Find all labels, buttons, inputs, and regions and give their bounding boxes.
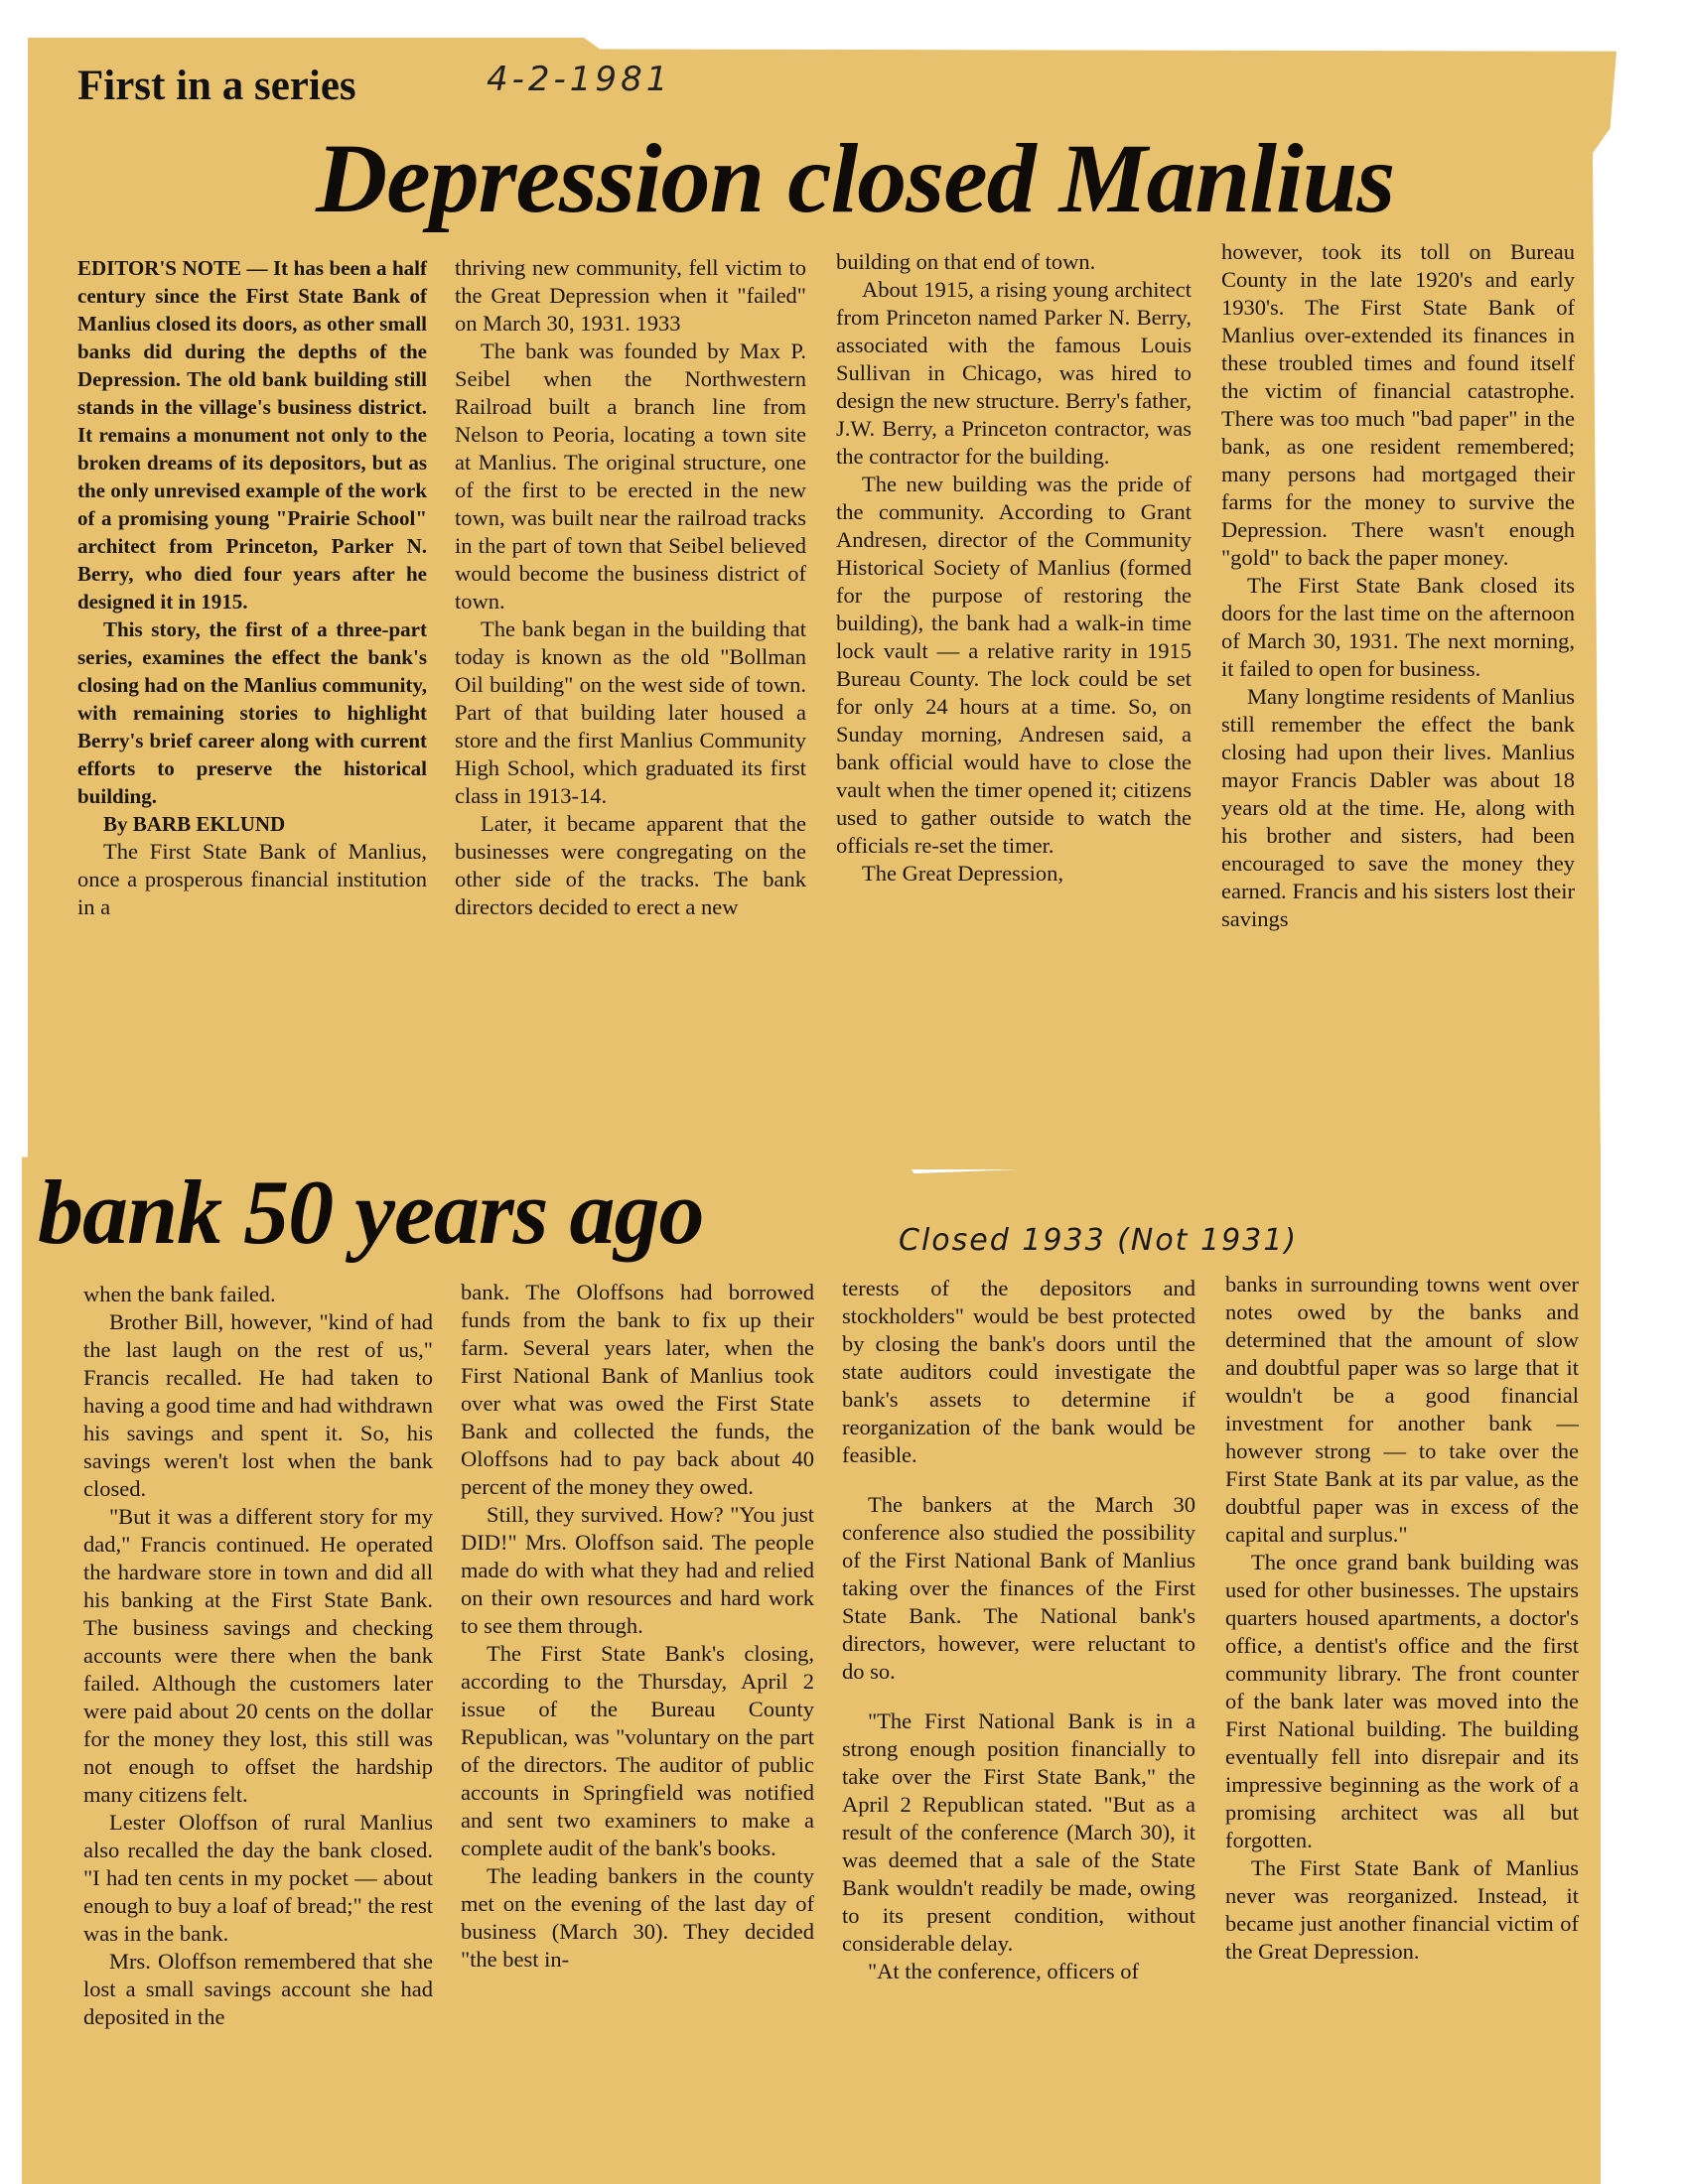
- paragraph: Later, it became apparent that the businesses were congregating on the other side of the tracks. The bank directors decided to erect a new: [455, 811, 806, 919]
- column-8: [1225, 1271, 1579, 1966]
- paragraph: The once grand bank building was used for other businesses. The upstairs quarters housed apartments, a doctor's office, a dentist's office and the first community library. The front counter of the bank later was moved into the First National building. The building eventually fell into disrepair and its impressive beginning as the work of a promising architect was all but forgotten.: [1225, 1550, 1579, 1852]
- paragraph: The new building was the pride of the community. According to Grant Andresen, director of the Community Historical Society of Manlius (formed for the purpose of restoring the building), the bank had a walk-in time lock vault — a relative rarity in 1915 Bureau County. The lock could be set for only 24 hours at a time. So, on Sunday morning, Andresen said, a bank official would have to close the vault when the timer opened it; citizens used to gather outside to watch the officials re-set the timer.: [836, 472, 1192, 858]
- paragraph: Lester Oloffson of rural Manlius also recalled the day the bank closed. "I had ten cents in my pocket — about enough to buy a loaf of bread;" the rest was in the bank.: [83, 1810, 433, 1946]
- paragraph: "At the conference, officers of: [868, 1959, 1140, 1983]
- paragraph: "The First National Bank is in a strong enough position financially to take over the First State Bank," the April 2 Republican stated. "But as a result of the conference (March 30), it was deemed that a sale of the State Bank wouldn't readily be made, owing to its present condition, without considerable delay.: [842, 1708, 1195, 1956]
- column-5: [83, 1281, 433, 2031]
- column-7: [842, 1275, 1195, 1985]
- paragraph: Still, they survived. How? "You just DID!" Mrs. Oloffson said. The people made do with what they had and relied on their own resources and hard work to see them through.: [461, 1502, 814, 1638]
- column-1: [77, 254, 427, 921]
- paragraph: "But it was a different story for my dad," Francis continued. He operated the hardware store in town and did all his banking at the First State Bank. The business savings and checking accounts were there when the bank failed. Although the customers later were paid about 20 cents on the dollar for the money they lost, this still was not enough to offset the hardship many citizens felt.: [83, 1504, 433, 1807]
- paragraph: The bank began in the building that today is known as the old "Bollman Oil building" on the west side of town. Part of that building later housed a store and the first Manlius Community High School, which graduated its first class in 1913-14.: [455, 616, 806, 808]
- paragraph: banks in surrounding towns went over notes owed by the banks and determined that the amount of slow and doubtful paper was so large that it wouldn't be a good financial investment for another bank — however strong — to take over the First State Bank at its par value, as the doubtful paper was in excess of the capital and surplus.": [1225, 1272, 1579, 1547]
- paragraph: building on that end of town.: [836, 249, 1096, 274]
- paragraph: The First State Bank closed its doors for the last time on the afternoon of March 30, 1931. The next morning, it failed to open for business.: [1221, 573, 1575, 681]
- column-4: [1221, 238, 1575, 933]
- paragraph: The First State Bank of Manlius never was reorganized. Instead, it became just another financial victim of the Great Depression.: [1225, 1855, 1579, 1964]
- column-3: [836, 248, 1192, 887]
- paragraph: The leading bankers in the county met on the evening of the last day of business (March 30). They decided "the best in-: [461, 1863, 814, 1972]
- paragraph: bank. The Oloffsons had borrowed funds from the bank to fix up their farm. Several years later, when the First National Bank of Manlius took over what was owed the First State Bank and collected the funds, the Oloffsons had to pay back about 40 percent of the money they owed.: [461, 1280, 814, 1499]
- handwritten-note: Closed 1933 (Not 1931): [899, 1223, 1299, 1258]
- handwritten-date: 4-2-1981: [487, 60, 672, 99]
- paragraph: terests of the depositors and stockholders" would be best protected by closing the bank's doors until the state auditors could investigate the bank's assets to determine if reorganization of the bank would be feasible.: [842, 1276, 1195, 1467]
- column-6: [461, 1279, 814, 1974]
- paragraph: however, took its toll on Bureau County in the late 1920's and early 1930's. The First State Bank of Manlius over-extended its finances in these troubled times and found itself the victim of financial catastrophe. There was too much "bad paper" in the bank, as one resident remembered; many persons had mortgaged their farms for the money to survive the Depression. There wasn't enough "gold" to back the paper money.: [1221, 239, 1575, 570]
- editors-note-paragraph-2: This story, the first of a three-part series, examines the effect the bank's closing had on the Manlius community, with remaining stories to highlight Berry's brief career along with current efforts to preserve the historical building.: [77, 617, 427, 808]
- editors-note-paragraph-1: EDITOR'S NOTE — It has been a half century since the First State Bank of Manlius closed its doors, as other small banks did during the depths of the Depression. The old bank building still stands in the village's business district. It remains a monument not only to the broken dreams of its depositors, but as the only unrevised example of the work of a promising young "Prairie School" architect from Princeton, Parker N. Berry, who died four years after he designed it in 1915.: [77, 256, 427, 614]
- headline-top: Depression closed Manlius: [316, 123, 1395, 233]
- paragraph: The bankers at the March 30 conference also studied the possibility of the First National Bank of Manlius taking over the finances of the First State Bank. The National bank's directors, however, were reluctant to do so.: [842, 1492, 1195, 1684]
- paragraph: The First State Bank's closing, according to the Thursday, April 2 issue of the Bureau County Republican, was "voluntary on the part of the directors. The auditor of public accounts in Springfield was notified and sent two examiners to make a complete audit of the bank's books.: [461, 1641, 814, 1860]
- paragraph: The bank was founded by Max P. Seibel when the Northwestern Railroad built a branch line from Nelson to Peoria, locating a town site at Manlius. The original structure, one of the first to be erected in the new town, was built near the railroad tracks in the part of town that Seibel believed would become the business district of town.: [455, 339, 806, 614]
- paragraph: About 1915, a rising young architect from Princeton named Parker N. Berry, associated with the famous Louis Sullivan in Chicago, was hired to design the new structure. Berry's father, J.W. Berry, a Princeton contractor, was the contractor for the building.: [836, 277, 1192, 469]
- paragraph: Brother Bill, however, "kind of had the last laugh on the rest of us," Francis recalled. He had taken to having a good time and had withdrawn his savings and spent it. So, his savings weren't lost when the bank closed.: [83, 1309, 433, 1501]
- paragraph: Many longtime residents of Manlius still remember the effect the bank closing had upon their lives. Manlius mayor Francis Dabler was about 18 years old at the time. He, along with his brother and sisters, had been encouraged to save the money they earned. Francis and his sisters lost their savings: [1221, 684, 1575, 931]
- paragraph: The Great Depression,: [862, 861, 1064, 886]
- paragraph: thriving new community, fell victim to the Great Depression when it "failed" on March 30, 1931. 1933: [455, 255, 806, 336]
- paragraph: when the bank failed.: [83, 1282, 276, 1306]
- column-2: [455, 254, 806, 921]
- byline: By BARB EKLUND: [103, 812, 286, 836]
- headline-bottom: bank 50 years ago: [38, 1161, 704, 1263]
- column-1-text: The First State Bank of Manlius, once a prosperous financial institution in a: [77, 839, 427, 919]
- series-kicker: First in a series: [77, 63, 356, 109]
- paragraph: Mrs. Oloffson remembered that she lost a small savings account she had deposited in the: [83, 1949, 433, 2029]
